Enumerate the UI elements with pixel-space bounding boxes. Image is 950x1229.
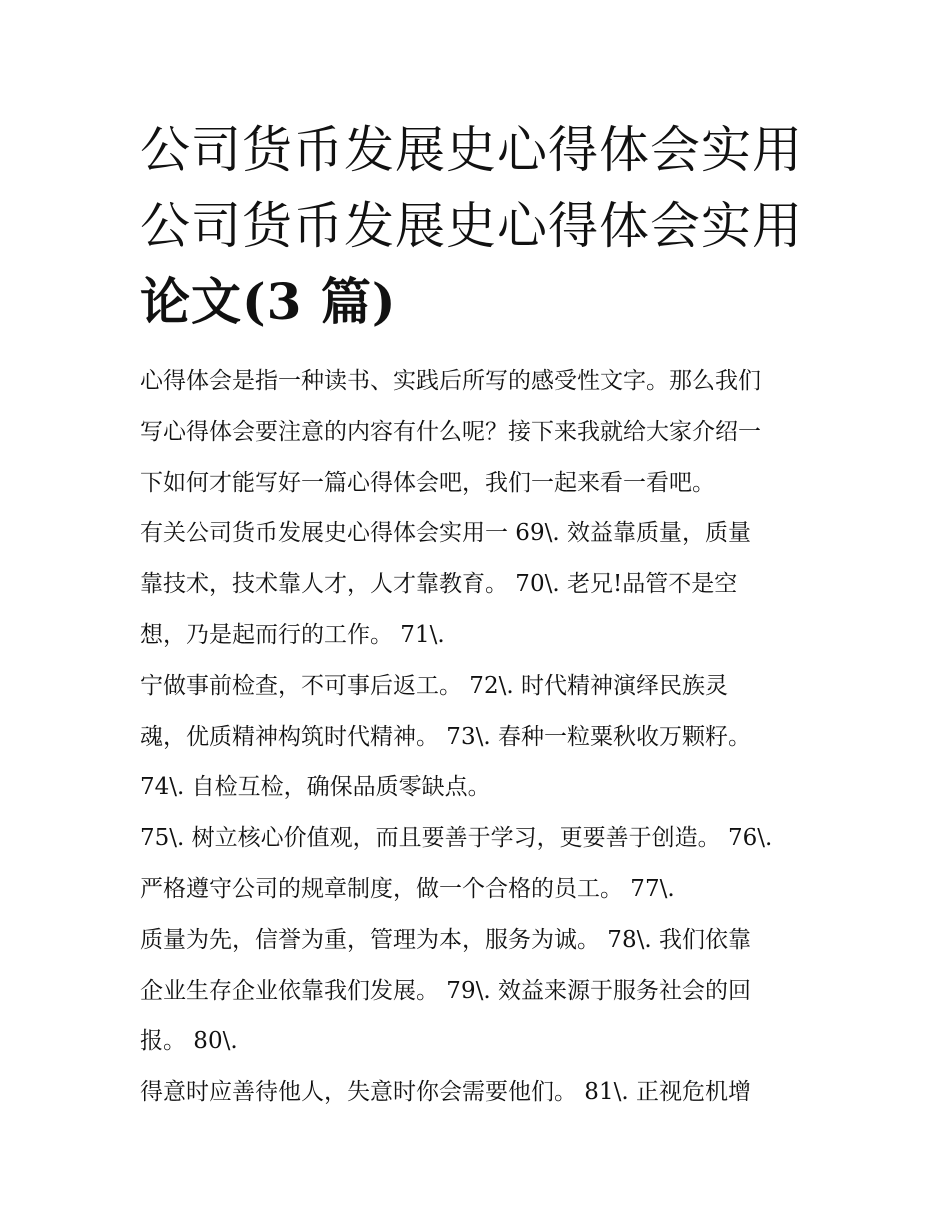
body-line: 宁做事前检查，不可事后返工。 72\. 时代精神演绎民族灵 [140, 672, 728, 699]
body-line: 魂，优质精神构筑时代精神。 73\. 春种一粒粟秋收万颗籽。 [140, 723, 751, 750]
body-line: 写心得体会要注意的内容有什么呢？接下来我就给大家介绍一 [140, 418, 761, 445]
document-title [140, 112, 820, 340]
title-line-1: 公司货币发展史心得体会实用 [140, 121, 803, 179]
body-line: 企业生存企业依靠我们发展。 79\. 效益来源于服务社会的回 [140, 977, 751, 1004]
title-line-3: 论文(3 篇) [140, 272, 397, 331]
body-line: 下如何才能写好一篇心得体会吧，我们一起来看一看吧。 [140, 469, 715, 496]
body-line: 74\. 自检互检，确保品质零缺点。 [140, 774, 491, 801]
body-line: 想，乃是起而行的工作。 71\. [140, 621, 445, 648]
body-line: 靠技术，技术靠人才，人才靠教育。 70\. 老兄!品管不是空 [140, 571, 738, 598]
document-body [140, 356, 830, 1118]
body-line: 质量为先，信誉为重，管理为本，服务为诚。 78\. 我们依靠 [140, 926, 751, 953]
body-line: 心得体会是指一种读书、实践后所写的感受性文字。那么我们 [140, 368, 761, 394]
title-line-2: 公司货币发展史心得体会实用 [140, 197, 803, 255]
body-line: 得意时应善待他人，失意时你会需要他们。 81\. 正视危机增 [140, 1079, 751, 1106]
body-line: 报。 80\. [140, 1028, 238, 1055]
body-line: 75\. 树立核心价值观，而且要善于学习，更要善于创造。 76\. [140, 825, 773, 852]
body-line: 有关公司货币发展史心得体会实用一 69\. 效益靠质量，质量 [140, 520, 751, 547]
body-line: 严格遵守公司的规章制度，做一个合格的员工。 77\. [140, 875, 675, 902]
